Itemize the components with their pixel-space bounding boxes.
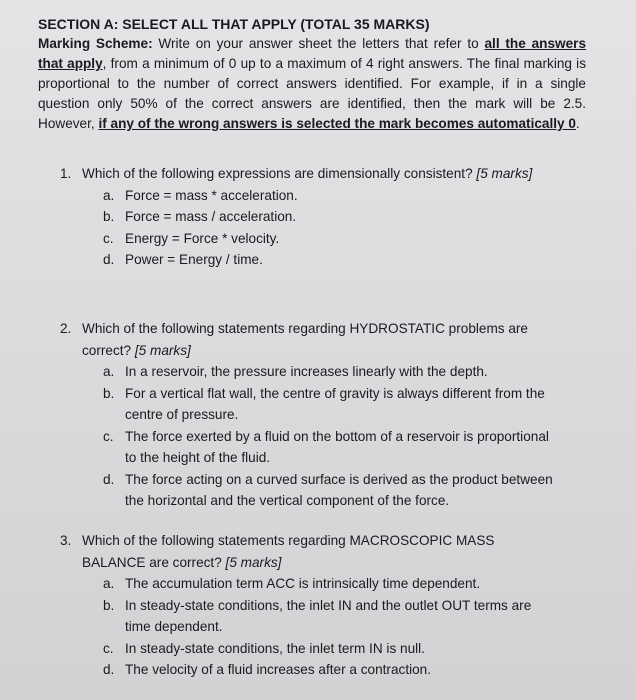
- option-b[interactable]: [103, 595, 590, 638]
- question-2: [60, 318, 590, 512]
- question-stem-line: [82, 552, 590, 574]
- option-text: In steady-state conditions, the inlet term IN is null.: [125, 640, 425, 656]
- option-text-line: the horizontal and the vertical component of the force.: [125, 493, 450, 508]
- marking-text-end: .: [575, 116, 580, 131]
- option-c[interactable]: [103, 228, 590, 250]
- option-text: Energy = Force * velocity.: [125, 230, 280, 246]
- option-a[interactable]: [103, 185, 590, 207]
- question-stem-line: Which of the following statements regarding HYDROSTATIC problems are: [82, 321, 528, 336]
- question-stem-text: BALANCE are correct?: [82, 554, 226, 570]
- option-a[interactable]: [103, 361, 590, 383]
- option-b[interactable]: [103, 383, 590, 426]
- option-list: [103, 361, 590, 512]
- question-marks: [5 marks]: [134, 342, 191, 358]
- question-number: 2.: [60, 321, 72, 336]
- option-text-line: In steady-state conditions, the inlet IN and the outlet OUT terms are: [125, 597, 532, 613]
- option-text-line: time dependent.: [125, 619, 223, 634]
- marking-text-2: , from a minimum of 0 up to a maximum of 4 right answers. The final marking is proportional to the number of correct answers identified. For example, if in a single question only 50% of the correct answers are identified, then the mark will be 2.5. However,: [38, 56, 587, 131]
- underlined-all-answers: all the answers that apply: [38, 36, 587, 71]
- option-text-line: The force exerted by a fluid on the bottom of a reservoir is proportional: [125, 428, 549, 444]
- option-letter: b.: [103, 209, 115, 224]
- question-stem: [82, 530, 590, 573]
- option-letter: c.: [103, 230, 114, 246]
- question-marks: [5 marks]: [476, 166, 533, 181]
- marking-scheme-label: Marking Scheme: [38, 36, 149, 51]
- option-text-line: The force acting on a curved surface is derived as the product between: [125, 471, 553, 487]
- option-letter: d.: [103, 252, 115, 267]
- question-number: 3.: [60, 533, 72, 548]
- option-text-line: to the height of the fluid.: [125, 450, 271, 465]
- question-number: 1.: [60, 166, 72, 181]
- marking-scheme-paragraph: [38, 14, 586, 134]
- question-stem-line: Which of the following statements regarding MACROSCOPIC MASS: [82, 533, 495, 548]
- question-marks: [5 marks]: [225, 554, 282, 570]
- underlined-wrong-answer-rule: if any of the wrong answers is selected the mark becomes automatically 0: [98, 116, 576, 131]
- question-stem: [82, 163, 590, 185]
- option-letter: a.: [103, 576, 115, 591]
- marking-text-1: Write on your answer sheet the letters that refer to: [152, 36, 485, 51]
- option-list: [103, 573, 590, 681]
- option-c[interactable]: [103, 638, 590, 660]
- marking-scheme-colon: :: [148, 36, 153, 51]
- option-text-line: centre of pressure.: [125, 407, 239, 422]
- option-list: [103, 185, 590, 271]
- option-letter: c.: [103, 428, 114, 444]
- option-text: Force = mass * acceleration.: [125, 187, 298, 203]
- option-text-line: For a vertical flat wall, the centre of gravity is always different from the: [125, 385, 545, 401]
- option-text: The accumulation term ACC is intrinsically time dependent.: [125, 576, 481, 591]
- option-letter: b.: [103, 597, 115, 613]
- option-text: Force = mass / acceleration.: [125, 209, 297, 224]
- option-letter: c.: [103, 640, 114, 656]
- option-d[interactable]: [103, 249, 590, 271]
- option-letter: d.: [103, 471, 115, 487]
- option-b[interactable]: [103, 206, 590, 228]
- option-d[interactable]: [103, 469, 590, 512]
- option-d[interactable]: [103, 659, 590, 681]
- option-letter: a.: [103, 364, 115, 379]
- option-text: In a reservoir, the pressure increases linearly with the depth.: [125, 364, 488, 379]
- option-text: Power = Energy / time.: [125, 252, 263, 267]
- option-c[interactable]: [103, 426, 590, 469]
- question-stem-line: [82, 340, 590, 362]
- question-stem-text: Which of the following expressions are dimensionally consistent?: [82, 166, 477, 181]
- option-letter: d.: [103, 662, 115, 677]
- option-letter: b.: [103, 385, 115, 401]
- question-3: [60, 530, 590, 681]
- option-text: The velocity of a fluid increases after a contraction.: [125, 662, 432, 677]
- section-title: SECTION A: SELECT ALL THAT APPLY (TOTAL 35 MARKS): [38, 16, 430, 32]
- option-a[interactable]: [103, 573, 590, 595]
- question-stem: [82, 318, 590, 361]
- option-letter: a.: [103, 187, 115, 203]
- question-1: [60, 163, 590, 271]
- question-stem-text: correct?: [82, 342, 135, 358]
